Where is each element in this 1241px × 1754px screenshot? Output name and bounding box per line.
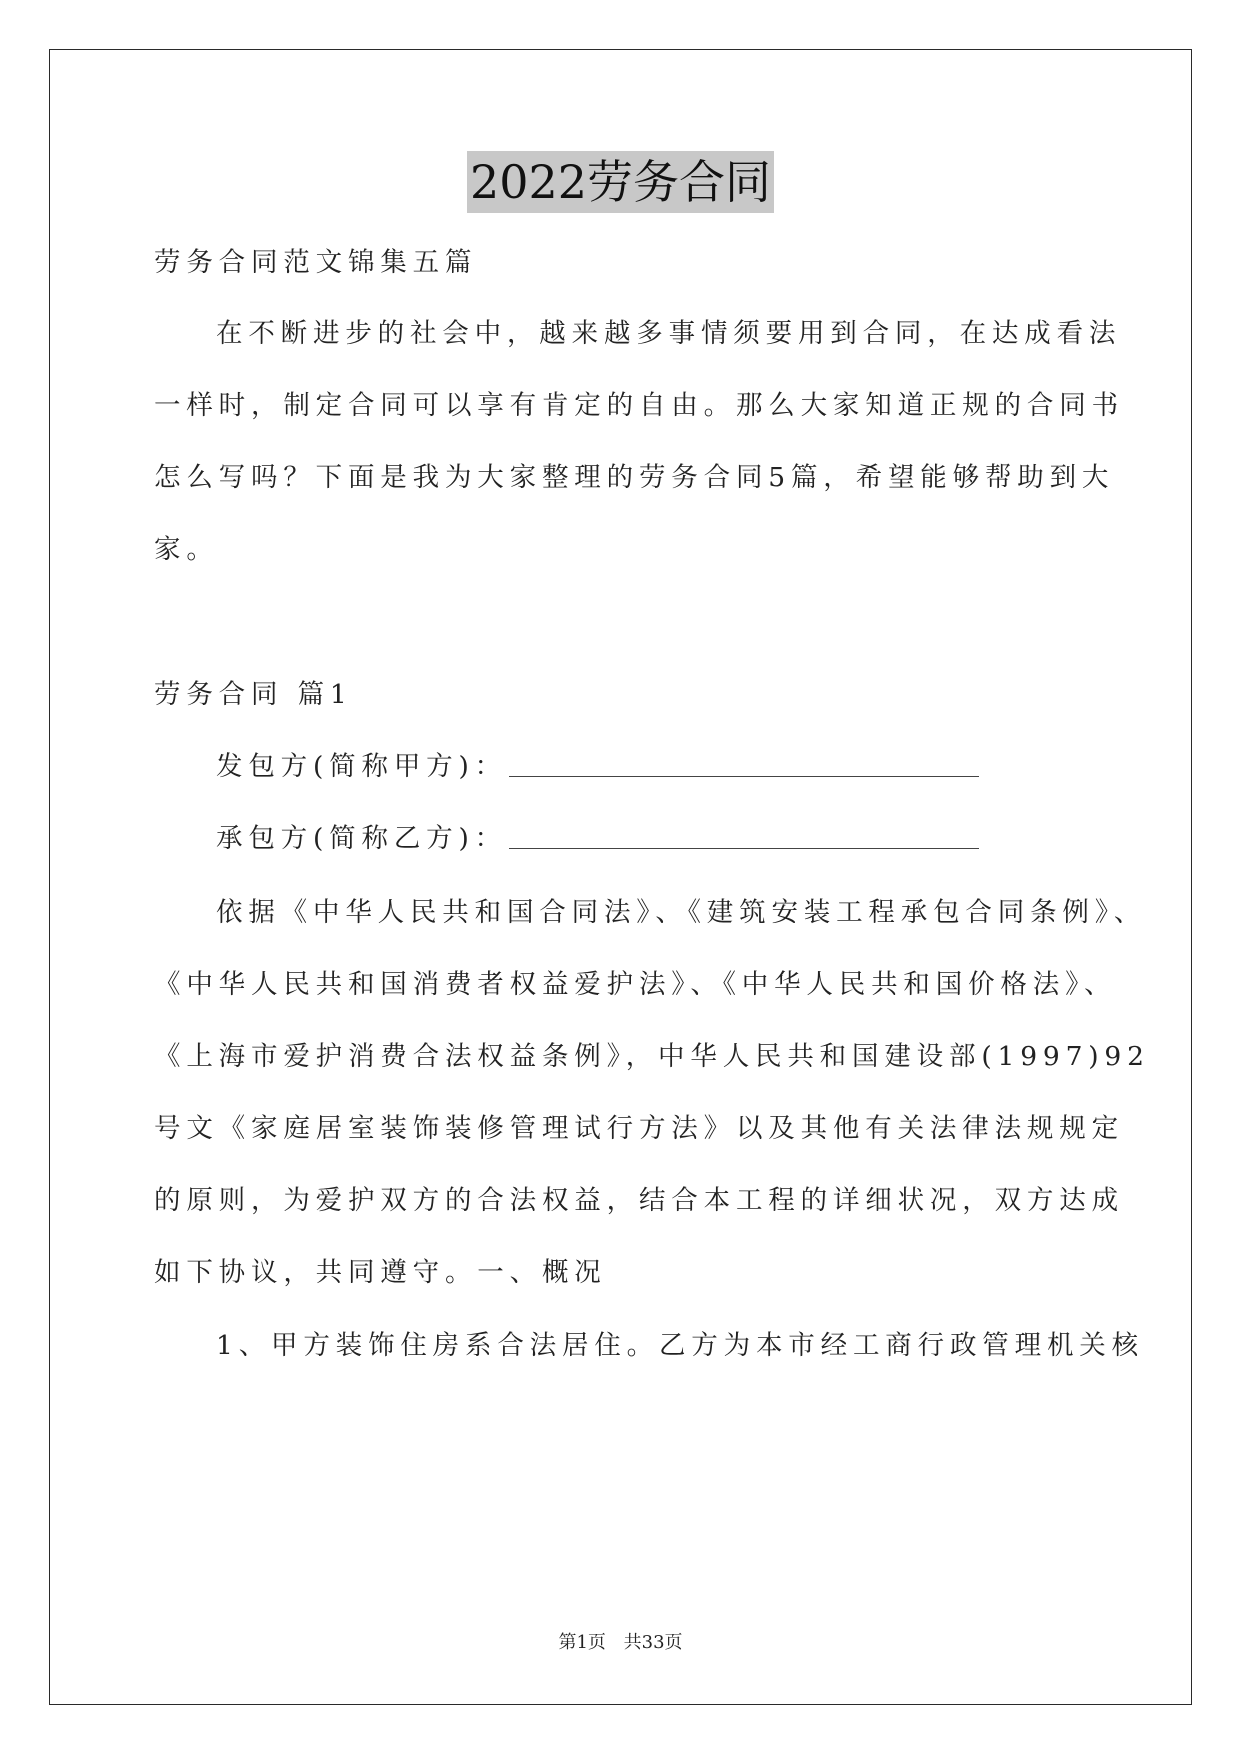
party-b-blank-field[interactable] xyxy=(509,822,979,849)
paragraph-line: 在不断进步的社会中，越来越多事情须要用到合同，在达成看法 xyxy=(216,318,1122,349)
section-heading: 劳务合同 篇1 xyxy=(154,679,353,710)
document-title: 2022劳务合同 xyxy=(467,151,774,213)
party-a-label: 发包方(简称甲方)： xyxy=(216,751,507,782)
subtitle-line: 劳务合同范文锦集五篇 xyxy=(154,247,478,278)
paragraph-line: 怎么写吗？下面是我为大家整理的劳务合同5篇，希望能够帮助到大 xyxy=(154,462,1115,493)
page-total: 共33页 xyxy=(623,1632,683,1653)
paragraph-line: 《中华人民共和国消费者权益爱护法》、《中华人民共和国价格法》、 xyxy=(154,969,1117,1000)
party-b-label: 承包方(简称乙方)： xyxy=(216,823,507,854)
paragraph-line: 一样时，制定合同可以享有肯定的自由。那么大家知道正规的合同书 xyxy=(154,390,1124,421)
paragraph-line: 1、甲方装饰住房系合法居住。乙方为本市经工商行政管理机关核 xyxy=(216,1330,1144,1361)
party-a-row xyxy=(216,747,979,787)
paragraph-line: 的原则，为爱护双方的合法权益，结合本工程的详细状况，双方达成 xyxy=(154,1185,1124,1216)
paragraph-line: 如下协议，共同遵守。一、概况 xyxy=(154,1257,607,1288)
page-border xyxy=(49,49,1192,1705)
paragraph-line: 依据《中华人民共和国合同法》、《建筑安装工程承包合同条例》、 xyxy=(216,897,1147,928)
page-footer xyxy=(0,1628,1241,1654)
party-b-row xyxy=(216,819,979,859)
paragraph-line: 家。 xyxy=(154,534,219,565)
page-number: 第1页 xyxy=(558,1632,606,1653)
paragraph-line: 《上海市爱护消费合法权益条例》，中华人民共和国建设部(1997)92 xyxy=(154,1041,1150,1072)
party-a-blank-field[interactable] xyxy=(509,750,979,777)
title-container xyxy=(0,151,1241,213)
paragraph-line: 号文《家庭居室装饰装修管理试行方法》以及其他有关法律法规规定 xyxy=(154,1113,1124,1144)
